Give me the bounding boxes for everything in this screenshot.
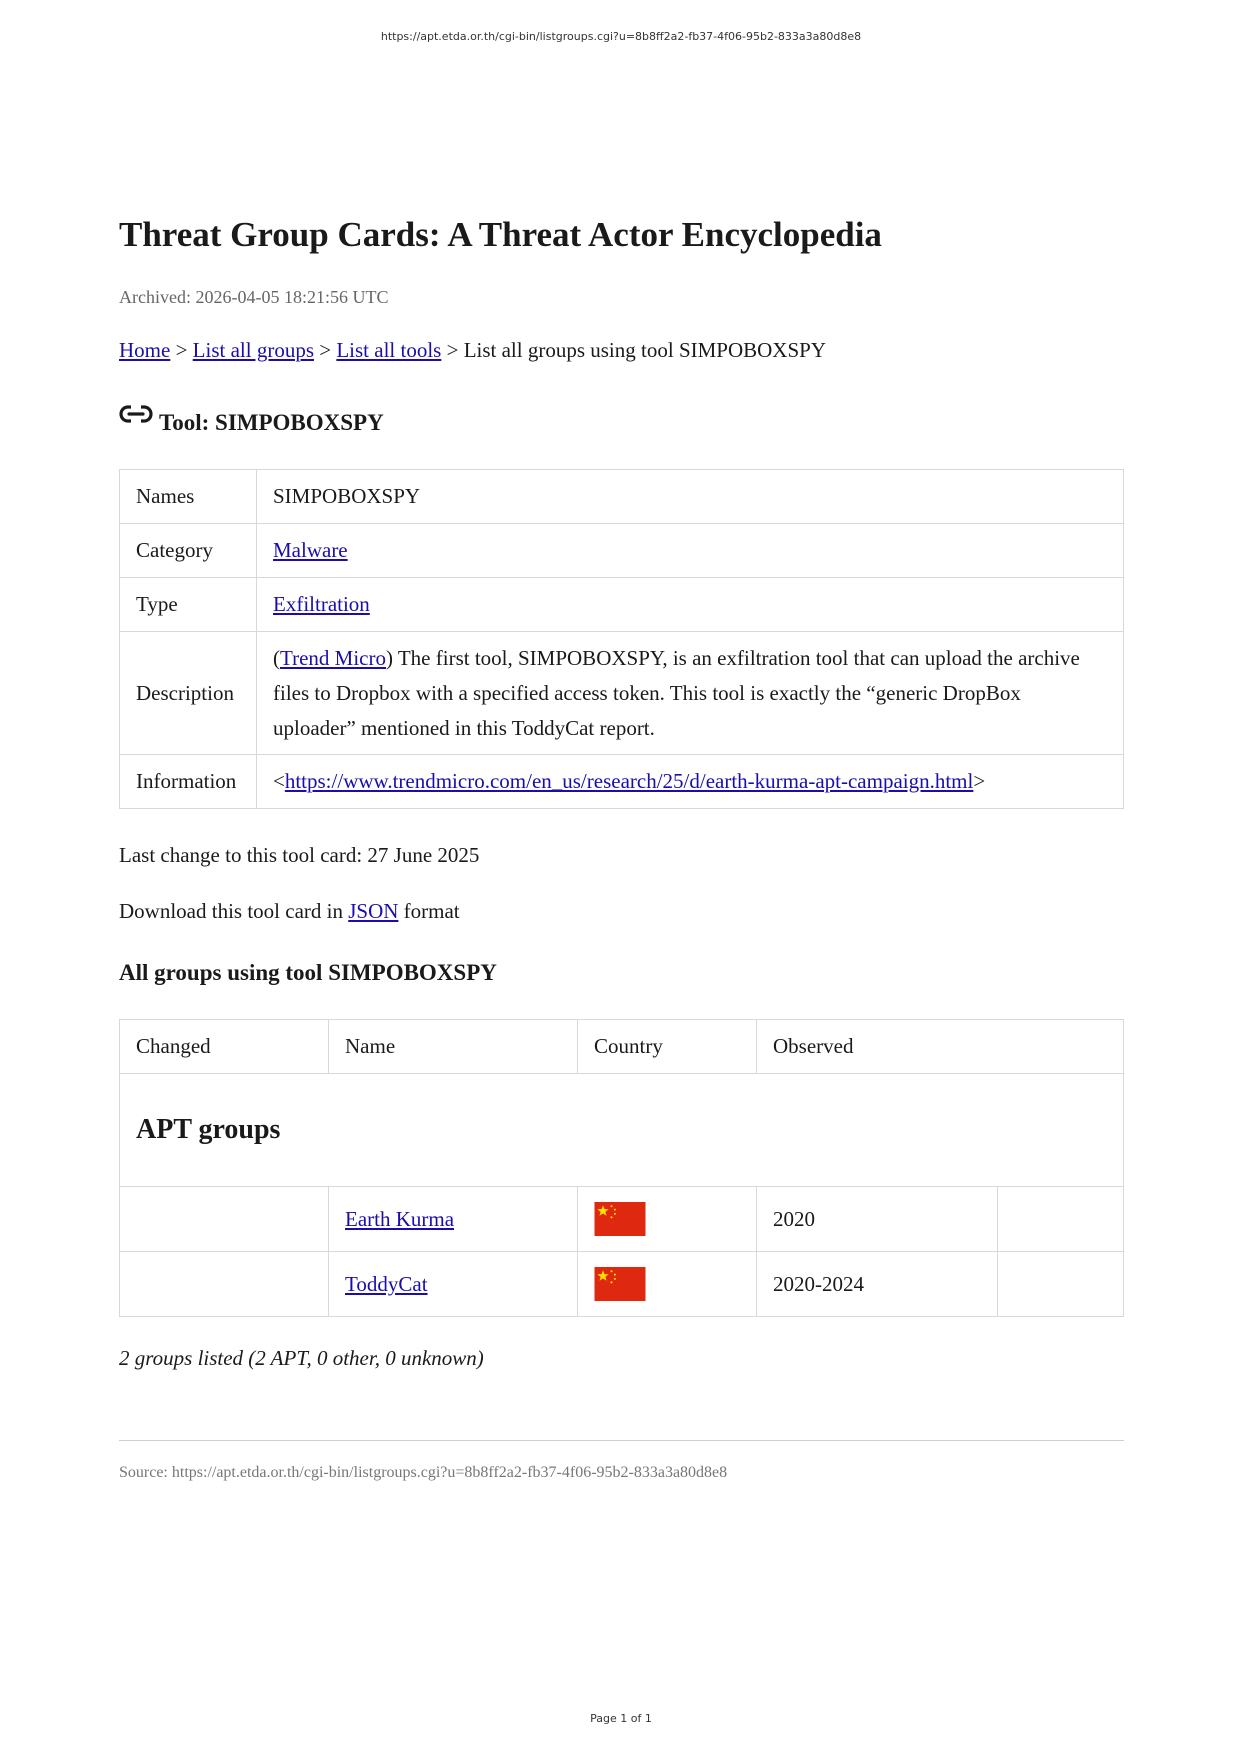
divider — [119, 1440, 1124, 1441]
changed-cell — [120, 1252, 329, 1317]
description-open-paren: ( — [273, 645, 280, 670]
column-header-name: Name — [329, 1020, 578, 1074]
country-cell — [578, 1252, 757, 1317]
download-text — [119, 899, 460, 924]
china-flag-icon — [594, 1267, 646, 1301]
page-title: Threat Group Cards: A Threat Actor Encyclopedia — [119, 215, 882, 254]
groups-summary: 2 groups listed (2 APT, 0 other, 0 unknown) — [119, 1346, 484, 1370]
description-source-link[interactable]: Trend Micro — [280, 645, 386, 670]
description-label: Description — [120, 632, 257, 755]
breadcrumb-separator: > — [314, 338, 337, 362]
china-flag-icon — [594, 1202, 646, 1236]
column-header-country: Country — [578, 1020, 757, 1074]
information-close: > — [973, 769, 986, 793]
tool-info-row-category — [120, 524, 1124, 578]
column-header-changed: Changed — [120, 1020, 329, 1074]
group-link-toddycat[interactable]: ToddyCat — [345, 1271, 428, 1296]
category-label: Category — [120, 524, 257, 578]
page-number: Page 1 of 1 — [590, 1712, 652, 1725]
breadcrumb-tools-link[interactable]: List all tools — [336, 338, 442, 362]
tool-info-row-information — [120, 755, 1124, 809]
link-icon — [119, 404, 153, 424]
column-header-observed: Observed — [757, 1020, 1124, 1074]
description-text: ) The first tool, SIMPOBOXSPY, is an exfiltration tool that can upload the archive files to Dropbox with a specified access token. This tool is exactly the “generic DropBox uploader” mentioned in this ToddyCat report. — [273, 645, 1080, 740]
breadcrumb-groups-link[interactable]: List all groups — [192, 338, 314, 362]
category-link[interactable]: Malware — [273, 538, 348, 562]
name-cell — [329, 1187, 578, 1252]
breadcrumb-separator: > — [441, 338, 464, 362]
group-link-earth-kurma[interactable]: Earth Kurma — [345, 1206, 455, 1231]
table-row — [120, 1187, 1124, 1252]
extra-cell — [998, 1187, 1124, 1252]
groups-table-header — [120, 1020, 1124, 1074]
breadcrumb-separator: > — [170, 338, 193, 362]
tool-info-row-description — [120, 632, 1124, 755]
last-change-text: Last change to this tool card: 27 June 2025 — [119, 843, 480, 867]
groups-section-row — [120, 1074, 1124, 1187]
source-text: Source: https://apt.etda.or.th/cgi-bin/listgroups.cgi?u=8b8ff2a2-fb37-4f06-95b2-833a3a80d8e8 — [119, 1464, 728, 1481]
information-link[interactable]: https://www.trendmicro.com/en_us/research/25/d/earth-kurma-apt-campaign.html — [284, 769, 974, 793]
tool-heading — [119, 400, 384, 436]
extra-cell — [998, 1252, 1124, 1317]
names-label: Names — [120, 470, 257, 524]
tool-info-row-type — [120, 578, 1124, 632]
tool-info-table — [119, 469, 1124, 809]
table-row — [120, 1252, 1124, 1317]
information-open: < — [273, 769, 285, 793]
download-before: Download this tool card in — [119, 899, 349, 923]
tool-title: Tool: SIMPOBOXSPY — [159, 410, 384, 435]
observed-cell: 2020-2024 — [757, 1252, 998, 1317]
country-cell — [578, 1187, 757, 1252]
section-title-apt-groups: APT groups — [120, 1074, 1124, 1187]
tool-info-row-names — [120, 470, 1124, 524]
json-download-link[interactable]: JSON — [348, 899, 399, 923]
observed-cell: 2020 — [757, 1187, 998, 1252]
information-label: Information — [120, 755, 257, 809]
type-link[interactable]: Exfiltration — [273, 592, 370, 616]
category-cell — [257, 524, 1124, 578]
description-cell — [257, 632, 1124, 755]
changed-cell — [120, 1187, 329, 1252]
page-url-header: https://apt.etda.or.th/cgi-bin/listgroups.cgi?u=8b8ff2a2-fb37-4f06-95b2-833a3a80d8e8 — [380, 30, 862, 43]
type-label: Type — [120, 578, 257, 632]
breadcrumb-home-link[interactable]: Home — [119, 338, 171, 362]
download-after: format — [398, 899, 460, 923]
type-cell — [257, 578, 1124, 632]
names-value: SIMPOBOXSPY — [257, 470, 1124, 524]
information-cell — [257, 755, 1124, 809]
groups-heading: All groups using tool SIMPOBOXSPY — [119, 960, 497, 985]
groups-table — [119, 1019, 1124, 1317]
name-cell — [329, 1252, 578, 1317]
breadcrumb-current: List all groups using tool SIMPOBOXSPY — [463, 338, 826, 362]
breadcrumb — [119, 338, 826, 363]
archived-timestamp: Archived: 2026-04-05 18:21:56 UTC — [119, 287, 389, 307]
